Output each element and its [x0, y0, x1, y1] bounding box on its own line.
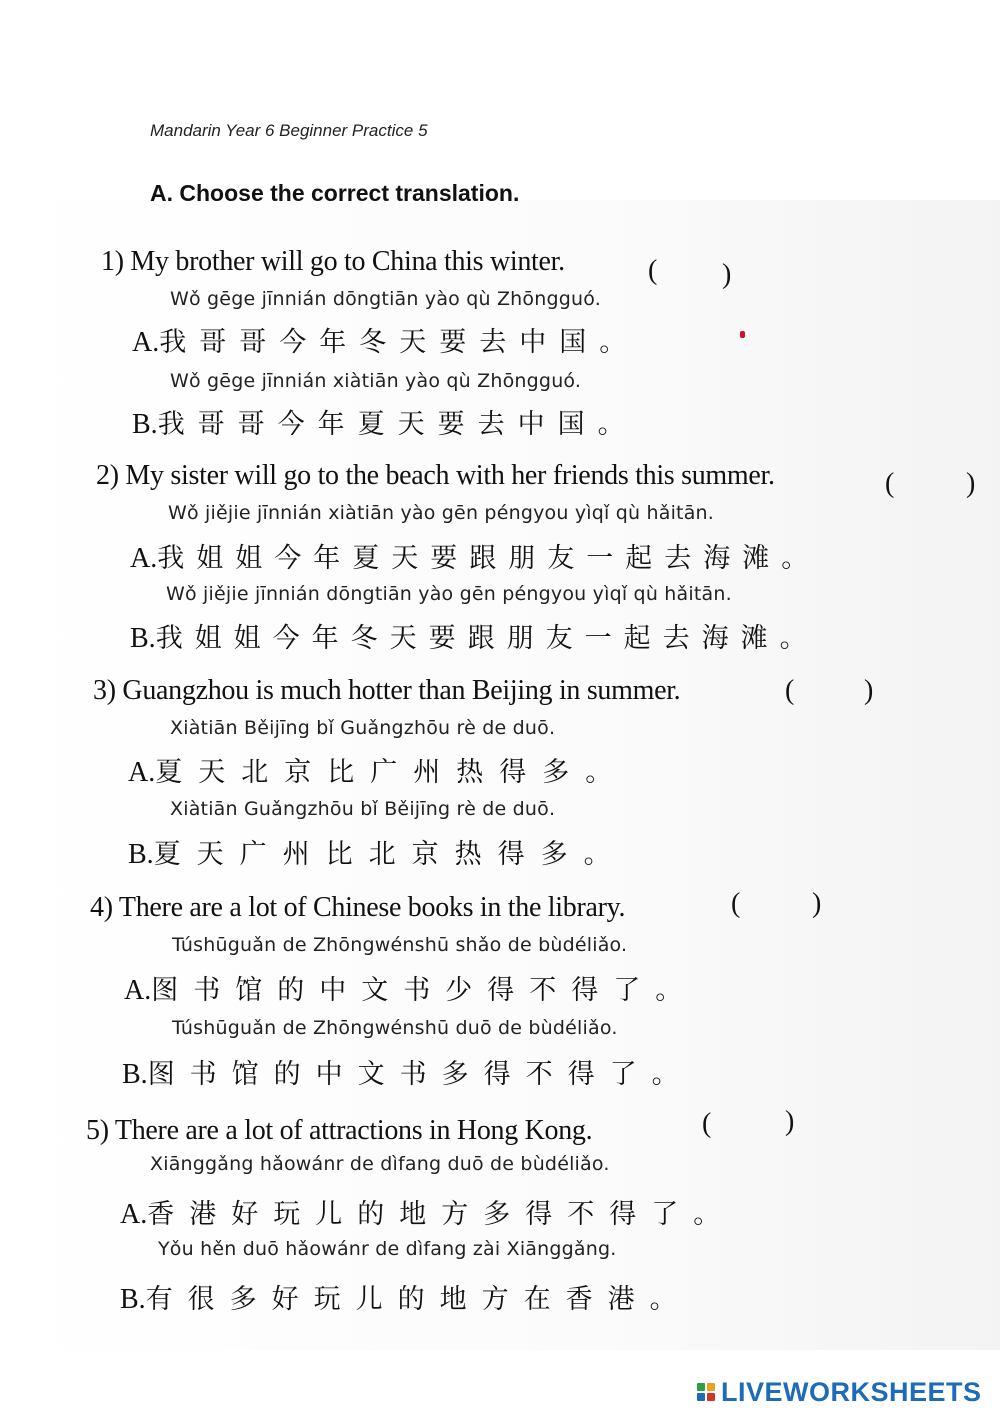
- option-hanzi: 夏天北京比广州热得多。: [155, 757, 629, 788]
- answer-bracket-close: ): [864, 675, 874, 706]
- pinyin-line: Túshūguǎn de Zhōngwénshū shǎo de bùdéliǎo.: [172, 934, 628, 956]
- pinyin-line: Xiàtiān Běijīng bǐ Guǎngzhōu rè de duō.: [170, 717, 556, 739]
- answer-bracket-close: ): [966, 468, 976, 499]
- option-letter: B.: [122, 1059, 148, 1090]
- option-letter: A.: [120, 1199, 148, 1230]
- option-letter: A.: [132, 327, 160, 358]
- option-a[interactable]: [124, 968, 697, 1007]
- pinyin-line: Xiàtiān Guǎngzhōu bǐ Běijīng rè de duō.: [170, 798, 556, 820]
- answer-bracket-open[interactable]: (: [648, 255, 658, 286]
- liveworksheets-logo-icon: [697, 1381, 717, 1403]
- answer-bracket-close: ): [812, 888, 822, 919]
- answer-bracket-open[interactable]: (: [702, 1108, 712, 1139]
- option-a[interactable]: [120, 1192, 735, 1231]
- question-prompt: 5) There are a lot of attractions in Hong Kong.: [86, 1115, 593, 1146]
- option-letter: B.: [128, 839, 154, 870]
- option-a[interactable]: [128, 750, 628, 789]
- answer-bracket-close: ): [722, 259, 732, 290]
- answer-bracket-close: ): [785, 1106, 795, 1137]
- option-a[interactable]: [132, 320, 639, 359]
- section-title: A. Choose the correct translation.: [150, 180, 520, 206]
- red-mark: [740, 331, 745, 338]
- question-prompt: 3) Guangzhou is much hotter than Beijing in summer.: [93, 675, 681, 706]
- option-letter: A.: [124, 975, 152, 1006]
- option-b[interactable]: [120, 1277, 692, 1316]
- option-hanzi: 夏天广州比北京热得多。: [153, 839, 627, 870]
- option-letter: A.: [128, 757, 156, 788]
- option-b[interactable]: [130, 616, 819, 655]
- pinyin-line: Xiānggǎng hǎowánr de dìfang duō de bùdéliǎo.: [150, 1153, 610, 1175]
- pinyin-line: Yǒu hěn duō hǎowánr de dìfang zài Xiānggǎng.: [158, 1238, 617, 1260]
- option-letter: B.: [120, 1284, 146, 1315]
- pinyin-line: Wǒ jiějie jīnnián dōngtiān yào gēn péngyou yìqǐ qù hǎitān.: [166, 583, 732, 605]
- option-b[interactable]: [132, 402, 638, 441]
- liveworksheets-logo: [697, 1377, 982, 1407]
- brand-text: LIVEWORKSHEETS: [721, 1376, 982, 1407]
- option-letter: B.: [130, 623, 156, 654]
- option-hanzi: 有很多好玩儿的地方在香港。: [145, 1284, 692, 1315]
- option-hanzi: 图书馆的中文书多得不得了。: [147, 1059, 694, 1090]
- option-hanzi: 我姐姐今年夏天要跟朋友一起去海滩。: [157, 543, 821, 574]
- option-hanzi: 香港好玩儿的地方多得不得了。: [147, 1199, 736, 1230]
- answer-bracket-open[interactable]: (: [731, 888, 741, 919]
- option-hanzi: 我哥哥今年冬天要去中国。: [159, 327, 640, 358]
- option-hanzi: 我姐姐今年冬天要跟朋友一起去海滩。: [155, 623, 819, 654]
- pinyin-line: Túshūguǎn de Zhōngwénshū duō de bùdéliǎo.: [172, 1017, 618, 1039]
- question-prompt: 4) There are a lot of Chinese books in the library.: [90, 892, 626, 923]
- option-hanzi: 我哥哥今年夏天要去中国。: [157, 409, 638, 440]
- pinyin-line: Wǒ gēge jīnnián xiàtiān yào qù Zhōngguó.: [170, 370, 582, 392]
- pinyin-line: Wǒ gēge jīnnián dōngtiān yào qù Zhōngguó.: [170, 288, 601, 310]
- option-letter: B.: [132, 409, 158, 440]
- answer-bracket-open[interactable]: (: [885, 468, 895, 499]
- question-prompt: 1) My brother will go to China this winter.: [101, 246, 565, 277]
- answer-bracket-open[interactable]: (: [785, 675, 795, 706]
- pinyin-line: Wǒ jiějie jīnnián xiàtiān yào gēn péngyou yìqǐ qù hǎitān.: [168, 502, 715, 524]
- option-letter: A.: [130, 543, 158, 574]
- option-b[interactable]: [128, 832, 627, 871]
- option-b[interactable]: [122, 1052, 694, 1091]
- option-a[interactable]: [130, 536, 820, 575]
- question-prompt: 2) My sister will go to the beach with her friends this summer.: [96, 460, 775, 491]
- worksheet-subtitle: Mandarin Year 6 Beginner Practice 5: [150, 121, 428, 140]
- option-hanzi: 图书馆的中文书少得不得了。: [151, 975, 698, 1006]
